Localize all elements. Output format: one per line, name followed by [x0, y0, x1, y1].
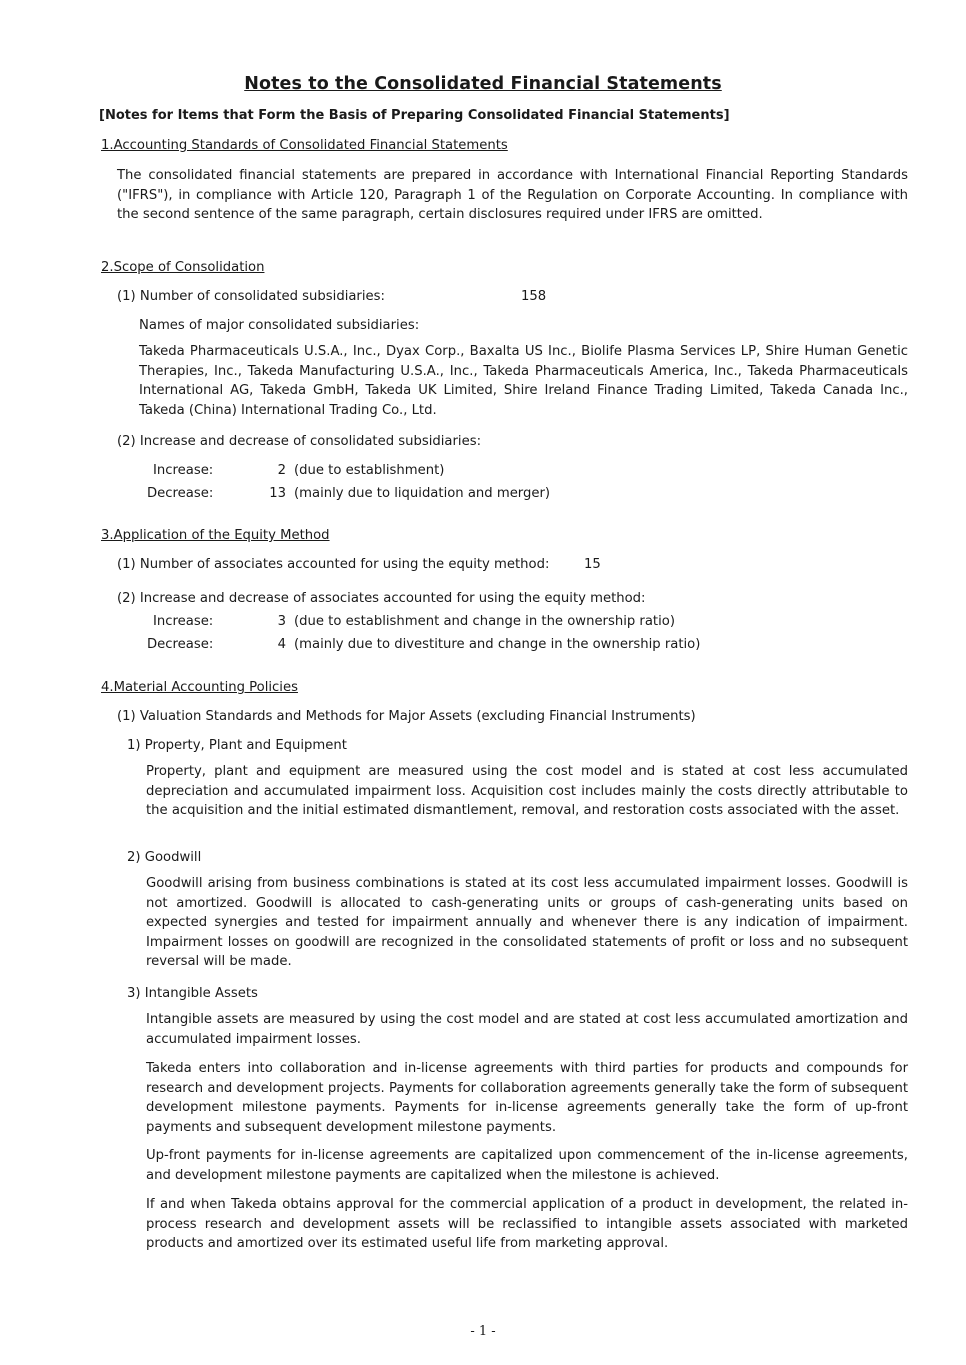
goodwill-heading: 2) Goodwill: [127, 850, 202, 865]
subsidiaries-increase-label: Increase:: [153, 463, 214, 478]
intangible-assets-p2: Takeda enters into collaboration and in-license agreements with third parties for products and compounds for research and development projects. Payments for collaboration agreements generally take the form of subsequent development milestone payments. Payments for in-license agreements generally take the form of up-front payments and subsequent development milestone payments.: [146, 1061, 908, 1135]
subsidiaries-increase-note: (due to establishment): [294, 463, 445, 478]
associates-count-value: 15: [584, 557, 601, 572]
associates-change-label: (2) Increase and decrease of associates accounted for using the equity method:: [117, 591, 646, 606]
valuation-standards-heading: (1) Valuation Standards and Methods for Major Assets (excluding Financial Instruments): [117, 709, 696, 724]
associates-decrease-label: Decrease:: [147, 637, 214, 652]
ppe-body: Property, plant and equipment are measured using the cost model and is stated at cost less accumulated depreciation and accumulated impairment loss. Acquisition cost includes mainly the costs directly attributable to the acquisition and the initial estimated dismantlement, removal, and restoration costs associated with the asset.: [146, 764, 908, 818]
subsidiaries-decrease-label: Decrease:: [147, 486, 214, 501]
section-3-heading: 3.Application of the Equity Method: [101, 528, 330, 543]
major-subsidiaries-label: Names of major consolidated subsidiaries:: [139, 318, 420, 333]
intangible-assets-heading: 3) Intangible Assets: [127, 986, 258, 1001]
page-title: Notes to the Consolidated Financial Statements: [244, 74, 722, 94]
subsidiaries-change-label: (2) Increase and decrease of consolidated subsidiaries:: [117, 434, 482, 449]
subsidiaries-decrease-value: 13: [269, 486, 286, 501]
associates-increase-note: (due to establishment and change in the ownership ratio): [294, 614, 675, 629]
section-1-body: The consolidated financial statements are prepared in accordance with International Financial Reporting Standards ("IFRS"), in compliance with Article 120, Paragraph 1 of the Regulation on Corporate Accounting. In compliance with the second sentence of the same paragraph, certain disclosures required under IFRS are omitted.: [117, 168, 908, 222]
major-subsidiaries-list: Takeda Pharmaceuticals U.S.A., Inc., Dyax Corp., Baxalta US Inc., Biolife Plasma Services LP, Shire Human Genetic Therapies, Inc., Takeda Manufacturing U.S.A., Inc., Takeda Pharmaceuticals America, Inc., Takeda Pharmaceuticals International AG, Takeda GmbH, Takeda UK Limited, Shire Ireland Finance Trading Limited, Takeda Canada Inc., Takeda (China) International Trading Co., Ltd.: [139, 344, 908, 418]
associates-increase-label: Increase:: [153, 614, 214, 629]
section-4-heading: 4.Material Accounting Policies: [101, 680, 298, 695]
page-subtitle: [Notes for Items that Form the Basis of Preparing Consolidated Financial Statements]: [99, 108, 730, 123]
associates-decrease-value: 4: [277, 637, 286, 652]
ppe-heading: 1) Property, Plant and Equipment: [127, 738, 347, 753]
consolidated-subsidiaries-count: 158: [521, 289, 547, 304]
intangible-assets-p4: If and when Takeda obtains approval for the commercial application of a product in development, the related in-process research and development assets will be reclassified to intangible assets associated with marketed products and amortized over its estimated useful life from marketing approval.: [146, 1197, 908, 1251]
subsidiaries-decrease-note: (mainly due to liquidation and merger): [294, 486, 551, 501]
section-2-heading: 2.Scope of Consolidation: [101, 260, 265, 275]
associates-decrease-note: (mainly due to divestiture and change in the ownership ratio): [294, 637, 701, 652]
page-number: - 1 -: [470, 1324, 496, 1339]
subsidiaries-increase-value: 2: [277, 463, 286, 478]
goodwill-body: Goodwill arising from business combinations is stated at its cost less accumulated impairment losses. Goodwill is not amortized. Goodwill is allocated to cash-generating units or groups of cash-generating units based on expected synergies and tested for impairment annually and whenever there is any indication of impairment. Impairment losses on goodwill are recognized in the consolidated statements of profit or loss and no subsequent reversal will be made.: [146, 876, 908, 969]
intangible-assets-p1: Intangible assets are measured by using the cost model and are stated at cost less accumulated amortization and accumulated impairment losses.: [146, 1012, 908, 1047]
associates-increase-value: 3: [277, 614, 286, 629]
consolidated-subsidiaries-label: (1) Number of consolidated subsidiaries:: [117, 289, 385, 304]
intangible-assets-p3: Up-front payments for in-license agreements are capitalized upon commencement of the in-license agreements, and development milestone payments are capitalized when the milestone is achieved.: [146, 1148, 908, 1183]
section-1-heading: 1.Accounting Standards of Consolidated Financial Statements: [101, 138, 508, 153]
associates-count-label: (1) Number of associates accounted for using the equity method:: [117, 557, 550, 572]
